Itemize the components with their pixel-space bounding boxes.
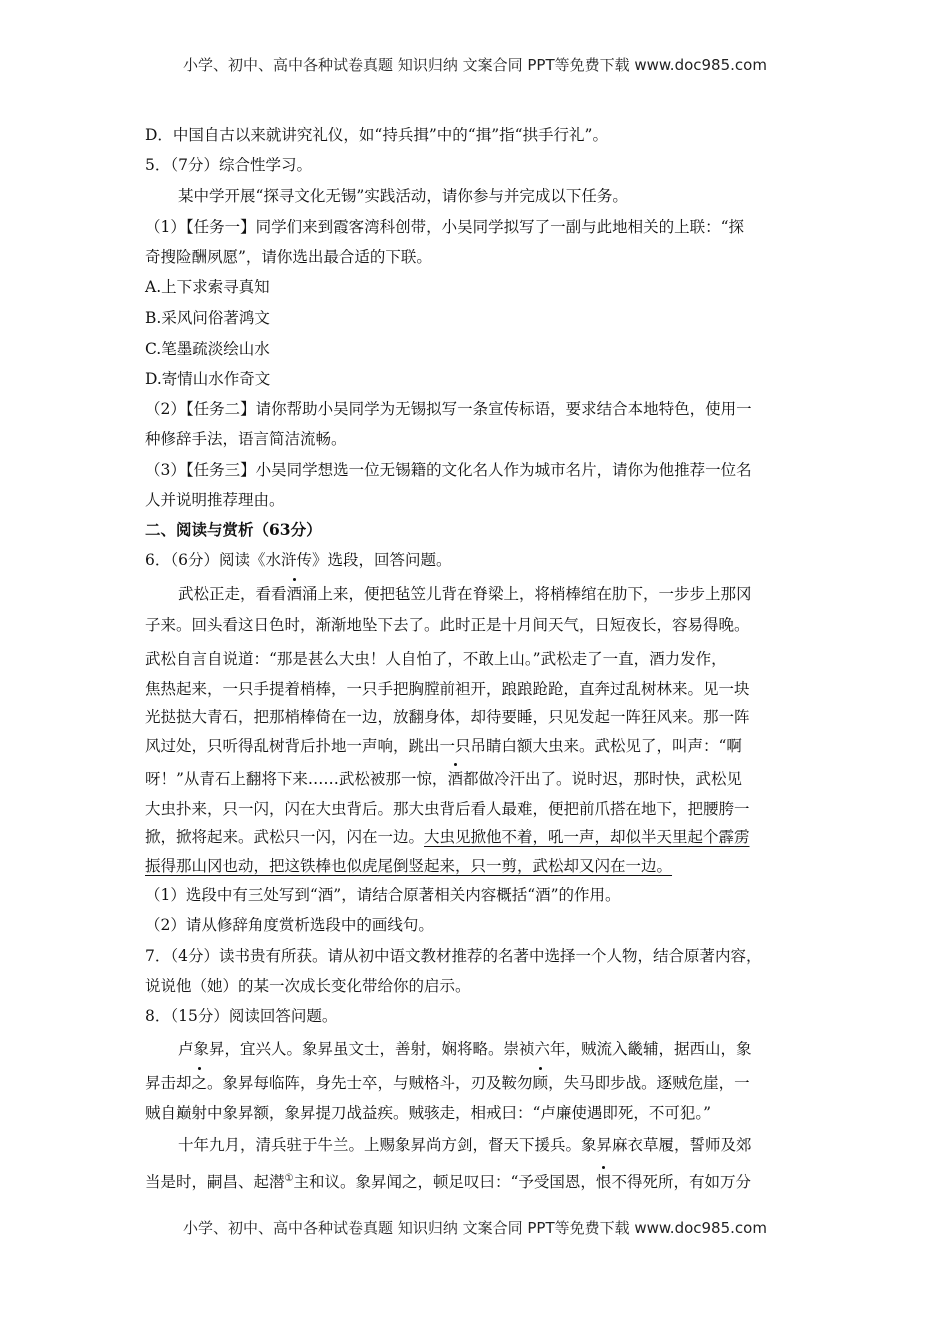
q8-passage-line3: 贼自巅射中象昇额，象昇提刀战益疾。贼骇走，相戒曰：“卢廉使遇即死，不可犯。” (145, 1104, 712, 1122)
q6-passage-line1: 武松正走，看看酒涌上来，便把毡笠儿背在脊梁上，将梢棒绾在肋下，一步步上那冈 (178, 585, 752, 603)
q8-passage-line4: 十年九月，清兵驻于牛兰。上赐象昇尚方剑，督天下援兵。象昇麻衣草履，誓师及郊 (178, 1136, 752, 1154)
q6-title: 6．（6分）阅读《水浒传》选段，回答问题。 (145, 551, 452, 569)
q5-task3-line1: （3）【任务三】小吴同学想选一位无锡籍的文化名人作为城市名片，请你为他推荐一位名 (145, 461, 752, 479)
q5-task1-line1: （1）【任务一】同学们来到霞客湾科创带，小吴同学拟写了一副与此地相关的上联：“探 (145, 218, 745, 236)
section2-title: 二、阅读与赏析（63分） (145, 520, 322, 539)
footnote-marker: ① (284, 1173, 294, 1184)
page-header: 小学、初中、高中各种试卷真题 知识归纳 文案合同 PPT等免费下载 www.doc985.com (183, 56, 767, 74)
q5-option-c: C.笔墨疏淡绘山水 (145, 340, 270, 358)
q5-option-b: B.采风问俗著鸿文 (145, 309, 270, 327)
q6-passage-line9: 掀，掀将起来。武松只一闪，闪在一边。大虫见掀他不着，吼一声，却似半天里起个霹雳 (145, 828, 750, 846)
q5-task2-line1: （2）【任务二】请你帮助小吴同学为无锡拟写一条宣传标语，要求结合本地特色，使用一 (145, 400, 752, 418)
q6-passage-line10: 振得那山冈也动，把这铁棒也似虎尾倒竖起来，只一剪，武松却又闪在一边。 (145, 857, 673, 875)
q7-line2: 说说他（她）的某一次成长变化带给你的启示。 (145, 977, 471, 995)
q5-task2-line2: 种修辞手法，语言简洁流畅。 (145, 430, 347, 448)
q8-passage-line2: 昇击却之。象昇每临阵，身先士卒，与贼格斗，刃及鞍勿顾，失马即步战。逐贼危崖，一 (145, 1074, 750, 1092)
q5-task3-line2: 人并说明推荐理由。 (145, 491, 285, 509)
q5-title: 5．（7分）综合性学习。 (145, 156, 312, 174)
page-footer: 小学、初中、高中各种试卷真题 知识归纳 文案合同 PPT等免费下载 www.doc985.com (183, 1219, 767, 1237)
q6-sub1: （1）选段中有三处写到“酒”，请结合原著相关内容概括“酒”的作用。 (145, 886, 621, 904)
q6-passage-line6: 风过处，只听得乱树背后扑地一声响，跳出一只吊睛白额大虫来。武松见了，叫声：“啊 (145, 737, 742, 755)
q6-passage-line7: 呀！”从青石上翻将下来……武松被那一惊，酒都做冷汗出了。说时迟，那时快，武松见 (145, 770, 742, 788)
q6-passage-line2: 子来。回头看这日色时，渐渐地坠下去了。此时正是十月间天气，日短夜长，容易得晚。 (145, 616, 750, 634)
q5-option-a: A.上下求索寻真知 (145, 278, 270, 296)
q6-passage-line8: 大虫扑来，只一闪，闪在大虫背后。那大虫背后看人最难，便把前爪搭在地下，把腰胯一 (145, 800, 750, 818)
q6-sub2: （2）请从修辞角度赏析选段中的画线句。 (145, 916, 434, 934)
q6-passage-line4: 焦热起来，一只手提着梢棒，一只手把胸膛前袒开，踉踉跄跄，直奔过乱树林来。见一块 (145, 680, 750, 698)
q6-passage-line5: 光挞挞大青石，把那梢棒倚在一边，放翻身体，却待要睡，只见发起一阵狂风来。那一阵 (145, 708, 750, 726)
q8-title: 8．（15分）阅读回答问题。 (145, 1007, 338, 1025)
q5-intro: 某中学开展“探寻文化无锡”实践活动，请你参与并完成以下任务。 (178, 187, 628, 205)
q8-passage-line5: 当是时，嗣昌、起潜①主和议。象昇闻之，顿足叹曰：“予受国恩，恨不得死所，有如万分 (145, 1173, 751, 1192)
q5-option-d: D.寄情山水作奇文 (145, 370, 271, 388)
q7-line1: 7．（4分）读书贵有所获。请从初中语文教材推荐的名著中选择一个人物，结合原著内容， (145, 947, 762, 965)
underlined-sentence: 大虫见掀他不着，吼一声，却似半天里起个霹雳 (424, 828, 750, 846)
q6-passage-line3: 武松自言自说道：“那是甚么大虫！人自怕了，不敢上山。”武松走了一直，酒力发作， (145, 650, 727, 668)
q4-option-d: D．中国自古以来就讲究礼仪，如“持兵揖”中的“揖”指“拱手行礼”。 (145, 126, 608, 144)
q8-passage-line1: 卢象昇，宜兴人。象昇虽文士，善射，娴将略。崇祯六年，贼流入畿辅，据西山，象 (178, 1040, 752, 1058)
q5-task1-line2: 奇搜险酬夙愿”，请你选出最合适的下联。 (145, 248, 432, 266)
